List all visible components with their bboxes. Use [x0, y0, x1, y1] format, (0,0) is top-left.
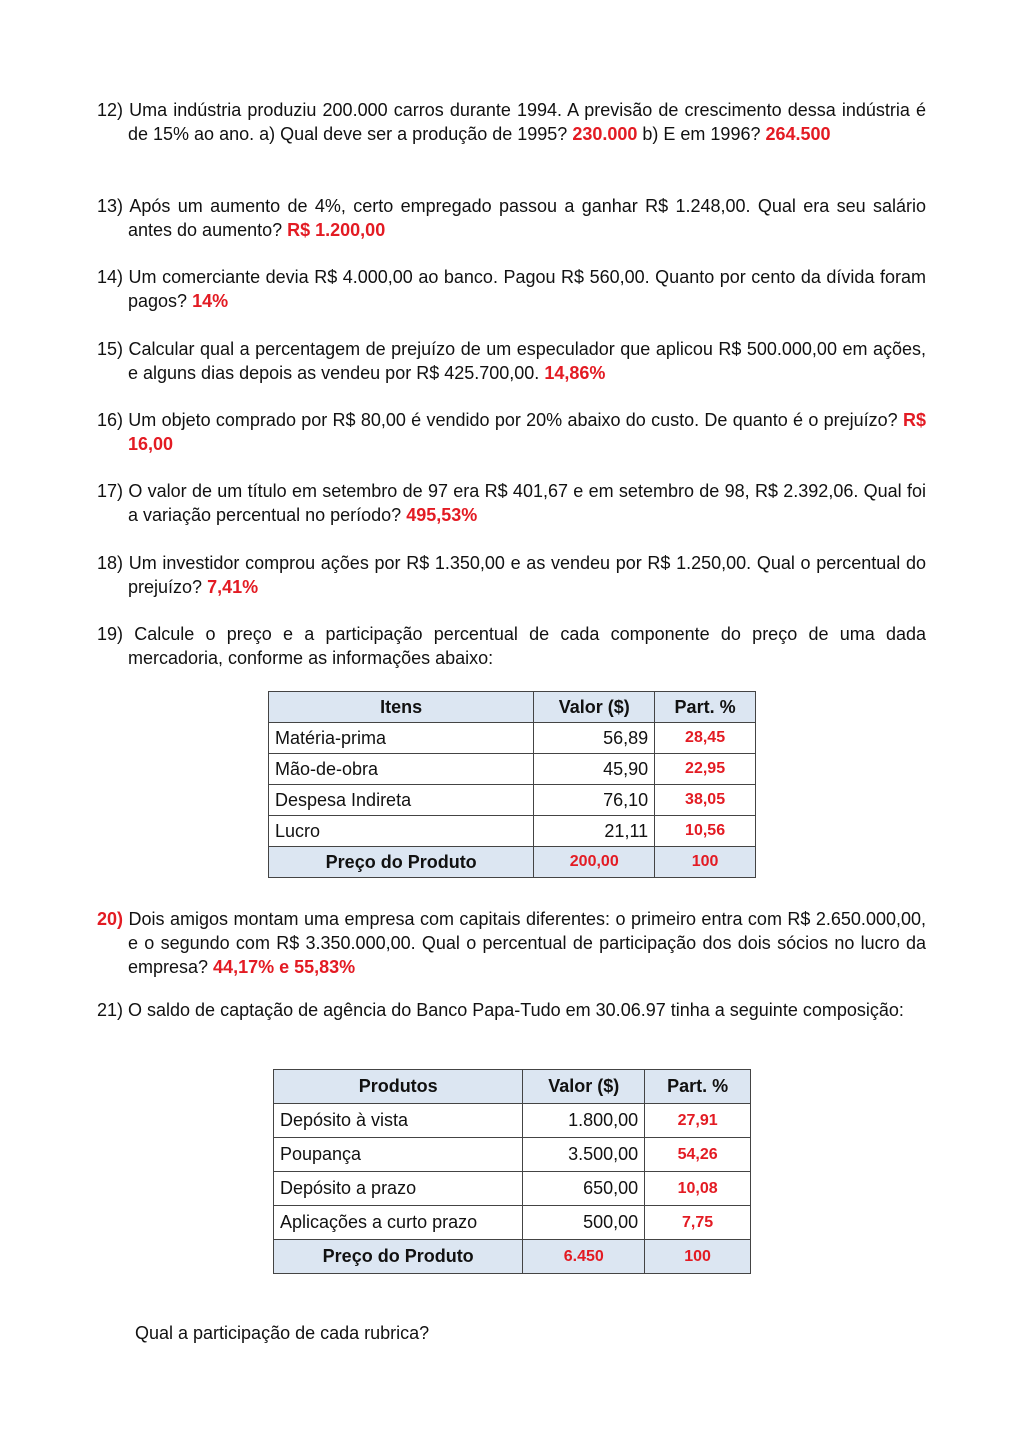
- item-cell: Depósito a prazo: [274, 1172, 523, 1206]
- question-16: 16) Um objeto comprado por R$ 80,00 é vendido por 20% abaixo do custo. De quanto é o prejuízo? R$ 16,00: [97, 410, 926, 454]
- answer-15: 14,86%: [544, 363, 606, 383]
- valor-cell: 21,11: [534, 816, 655, 847]
- header-valor: Valor ($): [534, 692, 655, 723]
- answer-20: 44,17% e 55,83%: [213, 957, 356, 977]
- table-row: [269, 816, 756, 847]
- header-itens: Itens: [269, 692, 534, 723]
- answer-18: 7,41%: [207, 577, 259, 597]
- item-cell: Matéria-prima: [269, 723, 534, 754]
- header-valor: Valor ($): [523, 1070, 645, 1104]
- cost-composition-table: [268, 691, 756, 878]
- item-cell: Mão-de-obra: [269, 754, 534, 785]
- part-cell: 38,05: [655, 785, 756, 816]
- answer-12b: 264.500: [765, 124, 831, 144]
- part-cell: 7,75: [645, 1206, 751, 1240]
- header-produtos: Produtos: [274, 1070, 523, 1104]
- total-label: Preço do Produto: [274, 1240, 523, 1274]
- closing-question: Qual a participação de cada rubrica?: [135, 1323, 430, 1343]
- answer-17: 495,53%: [406, 505, 478, 525]
- table-row: [269, 723, 756, 754]
- item-cell: Aplicações a curto prazo: [274, 1206, 523, 1240]
- total-valor: 6.450: [523, 1240, 645, 1274]
- item-cell: Poupança: [274, 1138, 523, 1172]
- part-cell: 22,95: [655, 754, 756, 785]
- table-header-row: [269, 692, 756, 723]
- table-total-row: [274, 1240, 751, 1274]
- header-part: Part. %: [645, 1070, 751, 1104]
- table-row: [269, 785, 756, 816]
- answer-16: R$ 16,00: [128, 410, 926, 454]
- question-21: 21) O saldo de captação de agência do Banco Papa-Tudo em 30.06.97 tinha a seguinte composição:: [97, 1000, 904, 1020]
- valor-cell: 650,00: [523, 1172, 645, 1206]
- total-part: 100: [655, 847, 756, 878]
- valor-cell: 500,00: [523, 1206, 645, 1240]
- question-18: 18) Um investidor comprou ações por R$ 1.350,00 e as vendeu por R$ 1.250,00. Qual o percentual do prejuízo? 7,41%: [97, 553, 926, 597]
- valor-cell: 76,10: [534, 785, 655, 816]
- table-row: [274, 1138, 751, 1172]
- total-label: Preço do Produto: [269, 847, 534, 878]
- question-20: 20) Dois amigos montam uma empresa com capitais diferentes: o primeiro entra com R$ 2.650.000,00, e o segundo com R$ 3.350.000,00. Qual o percentual de participação dos dois sócios no lucro da empresa? 44,17% e 55,83%: [97, 909, 926, 977]
- item-cell: Despesa Indireta: [269, 785, 534, 816]
- valor-cell: 1.800,00: [523, 1104, 645, 1138]
- part-cell: 54,26: [645, 1138, 751, 1172]
- table-row: [274, 1104, 751, 1138]
- part-cell: 28,45: [655, 723, 756, 754]
- answer-14: 14%: [192, 291, 229, 311]
- table-row: [269, 754, 756, 785]
- question-15: 15) Calcular qual a percentagem de prejuízo de um especulador que aplicou R$ 500.000,00 em ações, e alguns dias depois as vendeu por R$ 425.700,00. 14,86%: [97, 339, 926, 383]
- part-cell: 10,56: [655, 816, 756, 847]
- valor-cell: 3.500,00: [523, 1138, 645, 1172]
- item-cell: Depósito à vista: [274, 1104, 523, 1138]
- item-cell: Lucro: [269, 816, 534, 847]
- answer-12a: 230.000: [572, 124, 638, 144]
- table-row: [274, 1206, 751, 1240]
- question-17: 17) O valor de um título em setembro de 97 era R$ 401,67 e em setembro de 98, R$ 2.392,06. Qual foi a variação percentual no período? 495,53%: [97, 481, 926, 525]
- question-13: 13) Após um aumento de 4%, certo empregado passou a ganhar R$ 1.248,00. Qual era seu salário antes do aumento? R$ 1.200,00: [97, 196, 926, 240]
- valor-cell: 45,90: [534, 754, 655, 785]
- answer-13: R$ 1.200,00: [287, 220, 386, 240]
- deposit-composition-table: [273, 1069, 751, 1274]
- valor-cell: 56,89: [534, 723, 655, 754]
- question-12: 12) Uma indústria produziu 200.000 carros durante 1994. A previsão de crescimento dessa indústria é de 15% ao ano. a) Qual deve ser a produção de 1995? 230.000 b) E em 1996? 264.500: [97, 100, 926, 144]
- total-valor: 200,00: [534, 847, 655, 878]
- table-row: [274, 1172, 751, 1206]
- part-cell: 10,08: [645, 1172, 751, 1206]
- part-cell: 27,91: [645, 1104, 751, 1138]
- question-19: 19) Calcule o preço e a participação percentual de cada componente do preço de uma dada mercadoria, conforme as informações abaixo:: [97, 624, 926, 668]
- table-header-row: [274, 1070, 751, 1104]
- table-total-row: [269, 847, 756, 878]
- question-20-number: 20): [97, 909, 124, 929]
- total-part: 100: [645, 1240, 751, 1274]
- question-14: 14) Um comerciante devia R$ 4.000,00 ao banco. Pagou R$ 560,00. Quanto por cento da dívida foram pagos? 14%: [97, 267, 926, 311]
- header-part: Part. %: [655, 692, 756, 723]
